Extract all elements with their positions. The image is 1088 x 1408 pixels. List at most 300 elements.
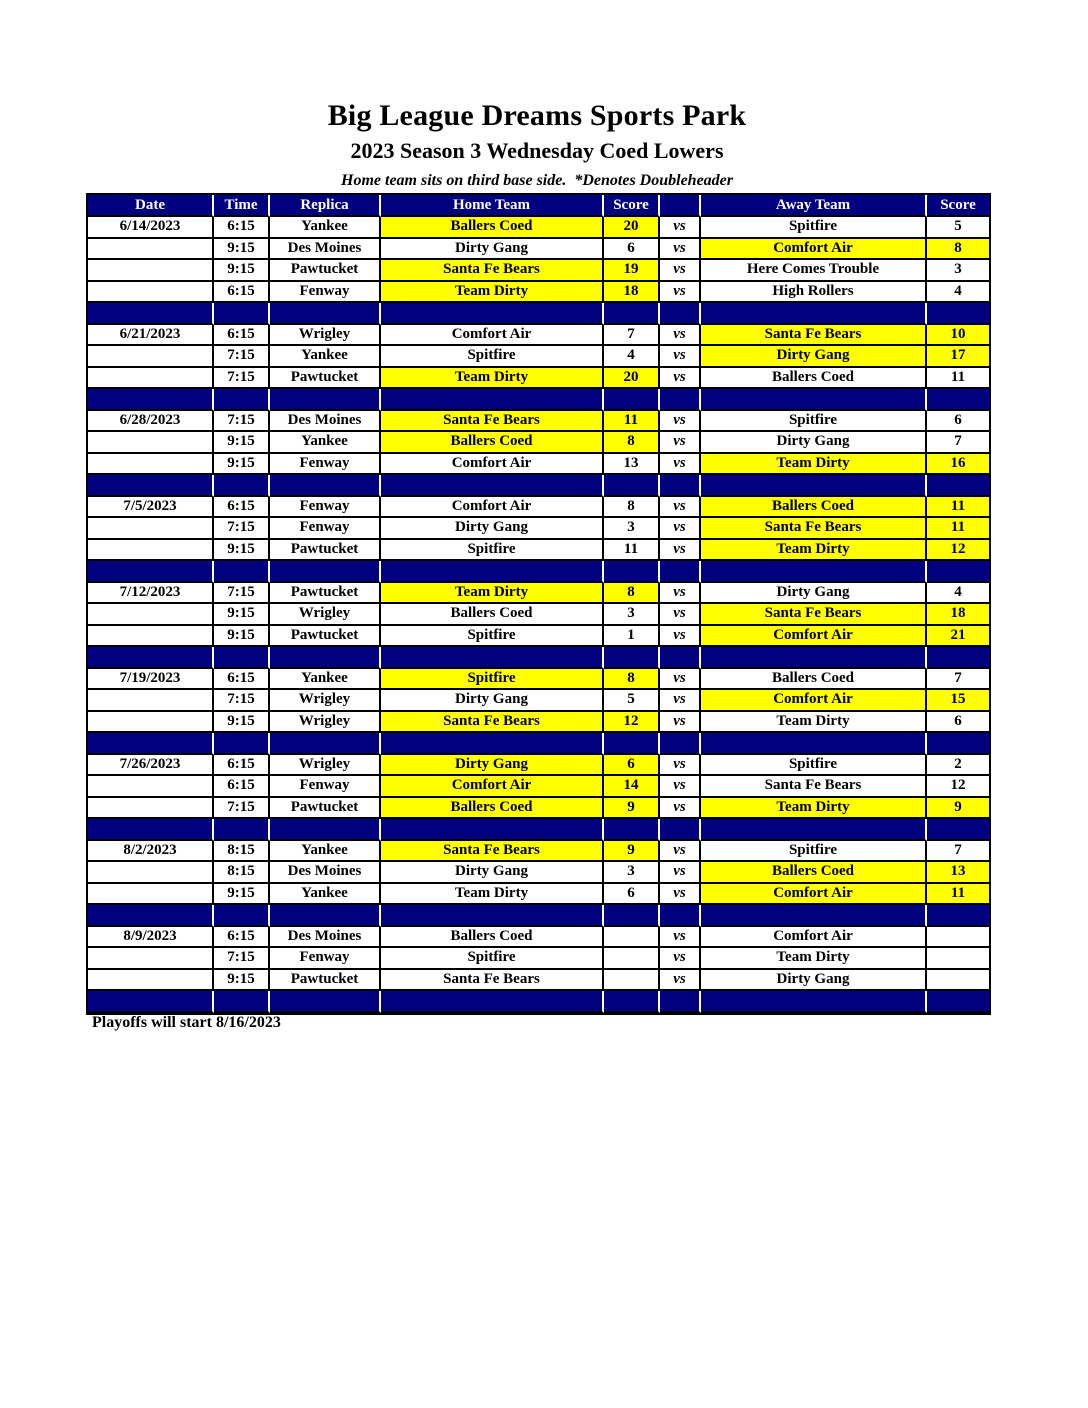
home-score-cell: 6	[604, 884, 660, 906]
separator-cell	[381, 733, 604, 755]
vs-cell: vs	[660, 712, 701, 734]
away-score-cell: 2	[927, 755, 989, 777]
replica-cell: Pawtucket	[270, 626, 381, 648]
game-row	[88, 239, 989, 261]
away-team-cell: Team Dirty	[701, 712, 927, 734]
away-team-cell: Spitfire	[701, 217, 927, 239]
home-team-cell: Spitfire	[381, 626, 604, 648]
home-score-cell	[604, 948, 660, 970]
separator-cell	[381, 389, 604, 411]
column-header-vs	[660, 195, 701, 217]
separator-cell	[701, 561, 927, 583]
replica-cell: Yankee	[270, 346, 381, 368]
separator-cell	[88, 819, 214, 841]
separator-cell	[927, 303, 989, 325]
home-team-cell: Team Dirty	[381, 282, 604, 304]
replica-cell: Des Moines	[270, 862, 381, 884]
date-cell	[88, 970, 214, 992]
date-cell	[88, 776, 214, 798]
away-score-cell: 12	[927, 540, 989, 562]
away-team-cell: Team Dirty	[701, 948, 927, 970]
separator-cell	[214, 389, 270, 411]
home-team-cell: Dirty Gang	[381, 690, 604, 712]
separator-cell	[270, 991, 381, 1013]
away-score-cell	[927, 948, 989, 970]
game-row	[88, 497, 989, 519]
game-row	[88, 841, 989, 863]
time-cell: 9:15	[214, 540, 270, 562]
away-score-cell: 7	[927, 432, 989, 454]
game-row	[88, 411, 989, 433]
time-cell: 7:15	[214, 518, 270, 540]
away-team-cell: High Rollers	[701, 282, 927, 304]
separator-cell	[214, 647, 270, 669]
replica-cell: Des Moines	[270, 411, 381, 433]
away-score-cell: 21	[927, 626, 989, 648]
away-team-cell: Comfort Air	[701, 239, 927, 261]
column-header-replica: Replica	[270, 195, 381, 217]
time-cell: 8:15	[214, 862, 270, 884]
home-score-cell: 8	[604, 669, 660, 691]
home-team-cell: Santa Fe Bears	[381, 260, 604, 282]
separator-cell	[604, 303, 660, 325]
replica-cell: Des Moines	[270, 239, 381, 261]
away-score-cell: 16	[927, 454, 989, 476]
separator-cell	[88, 733, 214, 755]
time-cell: 6:15	[214, 497, 270, 519]
separator-row	[88, 561, 989, 583]
vs-cell: vs	[660, 518, 701, 540]
separator-cell	[214, 733, 270, 755]
date-cell	[88, 346, 214, 368]
home-score-cell: 8	[604, 432, 660, 454]
away-score-cell: 9	[927, 798, 989, 820]
home-team-cell: Santa Fe Bears	[381, 841, 604, 863]
home-score-cell: 3	[604, 518, 660, 540]
date-cell	[88, 540, 214, 562]
away-score-cell: 11	[927, 368, 989, 390]
separator-row	[88, 647, 989, 669]
home-score-cell: 11	[604, 411, 660, 433]
time-cell: 9:15	[214, 884, 270, 906]
date-cell	[88, 432, 214, 454]
date-cell: 8/2/2023	[88, 841, 214, 863]
separator-cell	[701, 389, 927, 411]
vs-cell: vs	[660, 948, 701, 970]
away-score-cell: 18	[927, 604, 989, 626]
away-team-cell: Dirty Gang	[701, 583, 927, 605]
date-cell	[88, 712, 214, 734]
date-cell	[88, 518, 214, 540]
away-score-cell: 11	[927, 497, 989, 519]
away-team-cell: Spitfire	[701, 841, 927, 863]
separator-cell	[214, 905, 270, 927]
away-score-cell: 12	[927, 776, 989, 798]
home-score-cell: 9	[604, 841, 660, 863]
time-cell: 9:15	[214, 604, 270, 626]
game-row	[88, 755, 989, 777]
game-row	[88, 669, 989, 691]
replica-cell: Pawtucket	[270, 368, 381, 390]
separator-cell	[604, 905, 660, 927]
vs-cell: vs	[660, 970, 701, 992]
home-score-cell: 6	[604, 239, 660, 261]
date-cell	[88, 948, 214, 970]
home-score-cell: 4	[604, 346, 660, 368]
date-cell	[88, 368, 214, 390]
vs-cell: vs	[660, 604, 701, 626]
game-row	[88, 432, 989, 454]
away-score-cell: 7	[927, 841, 989, 863]
replica-cell: Wrigley	[270, 755, 381, 777]
replica-cell: Yankee	[270, 841, 381, 863]
separator-cell	[604, 819, 660, 841]
game-row	[88, 346, 989, 368]
separator-cell	[381, 819, 604, 841]
column-header-home-score: Score	[604, 195, 660, 217]
vs-cell: vs	[660, 497, 701, 519]
replica-cell: Wrigley	[270, 712, 381, 734]
time-cell: 7:15	[214, 411, 270, 433]
away-score-cell: 4	[927, 282, 989, 304]
home-team-cell: Comfort Air	[381, 497, 604, 519]
separator-cell	[701, 991, 927, 1013]
separator-cell	[88, 561, 214, 583]
away-score-cell	[927, 970, 989, 992]
home-team-cell: Spitfire	[381, 948, 604, 970]
game-row	[88, 884, 989, 906]
separator-cell	[381, 561, 604, 583]
vs-cell: vs	[660, 669, 701, 691]
game-row	[88, 712, 989, 734]
replica-cell: Des Moines	[270, 927, 381, 949]
separator-cell	[270, 733, 381, 755]
away-team-cell: Dirty Gang	[701, 432, 927, 454]
game-row	[88, 690, 989, 712]
column-header-time: Time	[214, 195, 270, 217]
replica-cell: Fenway	[270, 948, 381, 970]
home-team-cell: Comfort Air	[381, 776, 604, 798]
away-score-cell: 11	[927, 884, 989, 906]
away-team-cell: Santa Fe Bears	[701, 604, 927, 626]
date-cell: 7/12/2023	[88, 583, 214, 605]
date-cell	[88, 260, 214, 282]
home-team-cell: Comfort Air	[381, 325, 604, 347]
date-cell: 7/19/2023	[88, 669, 214, 691]
away-team-cell: Santa Fe Bears	[701, 518, 927, 540]
vs-cell: vs	[660, 776, 701, 798]
vs-cell: vs	[660, 626, 701, 648]
away-team-cell: Ballers Coed	[701, 368, 927, 390]
home-score-cell: 6	[604, 755, 660, 777]
game-row	[88, 626, 989, 648]
separator-cell	[270, 561, 381, 583]
separator-cell	[88, 991, 214, 1013]
separator-cell	[660, 475, 701, 497]
time-cell: 9:15	[214, 260, 270, 282]
separator-cell	[604, 561, 660, 583]
home-score-cell	[604, 970, 660, 992]
separator-cell	[88, 389, 214, 411]
home-team-cell: Ballers Coed	[381, 927, 604, 949]
vs-cell: vs	[660, 346, 701, 368]
vs-cell: vs	[660, 260, 701, 282]
date-cell: 7/5/2023	[88, 497, 214, 519]
separator-cell	[381, 475, 604, 497]
separator-cell	[604, 991, 660, 1013]
date-cell: 8/9/2023	[88, 927, 214, 949]
home-score-cell: 20	[604, 368, 660, 390]
home-team-cell: Ballers Coed	[381, 217, 604, 239]
page-title: Big League Dreams Sports Park	[327, 99, 747, 132]
date-cell	[88, 862, 214, 884]
time-cell: 9:15	[214, 626, 270, 648]
date-cell	[88, 282, 214, 304]
home-score-cell	[604, 927, 660, 949]
vs-cell: vs	[660, 798, 701, 820]
home-team-cell: Ballers Coed	[381, 432, 604, 454]
separator-cell	[701, 647, 927, 669]
page-subtitle: 2023 Season 3 Wednesday Coed Lowers	[350, 138, 724, 163]
replica-cell: Fenway	[270, 454, 381, 476]
replica-cell: Wrigley	[270, 690, 381, 712]
home-team-cell: Santa Fe Bears	[381, 411, 604, 433]
away-score-cell: 11	[927, 518, 989, 540]
time-cell: 7:15	[214, 948, 270, 970]
separator-cell	[660, 819, 701, 841]
away-team-cell: Team Dirty	[701, 798, 927, 820]
separator-cell	[604, 475, 660, 497]
vs-cell: vs	[660, 884, 701, 906]
separator-row	[88, 475, 989, 497]
separator-cell	[88, 475, 214, 497]
vs-cell: vs	[660, 927, 701, 949]
separator-cell	[214, 303, 270, 325]
time-cell: 6:15	[214, 282, 270, 304]
away-score-cell: 6	[927, 411, 989, 433]
separator-cell	[604, 647, 660, 669]
away-score-cell: 6	[927, 712, 989, 734]
replica-cell: Pawtucket	[270, 798, 381, 820]
game-row	[88, 540, 989, 562]
vs-cell: vs	[660, 690, 701, 712]
separator-row	[88, 819, 989, 841]
separator-cell	[214, 991, 270, 1013]
separator-row	[88, 303, 989, 325]
away-team-cell: Spitfire	[701, 411, 927, 433]
replica-cell: Wrigley	[270, 325, 381, 347]
away-team-cell: Comfort Air	[701, 927, 927, 949]
time-cell: 9:15	[214, 239, 270, 261]
game-row	[88, 970, 989, 992]
date-cell	[88, 239, 214, 261]
away-score-cell: 3	[927, 260, 989, 282]
away-team-cell: Spitfire	[701, 755, 927, 777]
home-score-cell: 19	[604, 260, 660, 282]
separator-row	[88, 389, 989, 411]
replica-cell: Pawtucket	[270, 540, 381, 562]
home-score-cell: 20	[604, 217, 660, 239]
vs-cell: vs	[660, 583, 701, 605]
separator-cell	[701, 303, 927, 325]
vs-cell: vs	[660, 282, 701, 304]
home-team-cell: Santa Fe Bears	[381, 712, 604, 734]
game-row	[88, 776, 989, 798]
replica-cell: Yankee	[270, 217, 381, 239]
away-team-cell: Ballers Coed	[701, 862, 927, 884]
game-row	[88, 862, 989, 884]
game-row	[88, 282, 989, 304]
replica-cell: Pawtucket	[270, 260, 381, 282]
time-cell: 9:15	[214, 712, 270, 734]
time-cell: 9:15	[214, 970, 270, 992]
time-cell: 7:15	[214, 690, 270, 712]
separator-cell	[660, 647, 701, 669]
page-header	[87, 100, 987, 190]
date-cell: 7/26/2023	[88, 755, 214, 777]
separator-cell	[701, 819, 927, 841]
date-cell: 6/28/2023	[88, 411, 214, 433]
schedule-table-body	[88, 217, 989, 1013]
replica-cell: Wrigley	[270, 604, 381, 626]
home-score-cell: 8	[604, 497, 660, 519]
separator-cell	[660, 905, 701, 927]
separator-cell	[270, 475, 381, 497]
separator-cell	[660, 991, 701, 1013]
game-row	[88, 798, 989, 820]
away-team-cell: Ballers Coed	[701, 497, 927, 519]
separator-cell	[927, 561, 989, 583]
game-row	[88, 948, 989, 970]
date-cell: 6/14/2023	[88, 217, 214, 239]
away-score-cell: 5	[927, 217, 989, 239]
column-header-date: Date	[88, 195, 214, 217]
separator-cell	[701, 475, 927, 497]
separator-cell	[604, 389, 660, 411]
away-team-cell: Here Comes Trouble	[701, 260, 927, 282]
replica-cell: Yankee	[270, 669, 381, 691]
time-cell: 7:15	[214, 346, 270, 368]
date-cell	[88, 884, 214, 906]
game-row	[88, 583, 989, 605]
home-team-cell: Spitfire	[381, 540, 604, 562]
away-team-cell: Dirty Gang	[701, 346, 927, 368]
column-header-home-team: Home Team	[381, 195, 604, 217]
separator-cell	[270, 389, 381, 411]
separator-cell	[381, 647, 604, 669]
away-score-cell: 4	[927, 583, 989, 605]
playoffs-footer: Playoffs will start 8/16/2023	[92, 1014, 281, 1031]
away-team-cell: Team Dirty	[701, 454, 927, 476]
date-cell	[88, 690, 214, 712]
date-cell	[88, 604, 214, 626]
separator-cell	[270, 819, 381, 841]
time-cell: 7:15	[214, 368, 270, 390]
home-score-cell: 11	[604, 540, 660, 562]
column-header-away-team: Away Team	[701, 195, 927, 217]
away-score-cell: 8	[927, 239, 989, 261]
away-team-cell: Comfort Air	[701, 626, 927, 648]
vs-cell: vs	[660, 841, 701, 863]
time-cell: 6:15	[214, 325, 270, 347]
vs-cell: vs	[660, 368, 701, 390]
separator-cell	[701, 733, 927, 755]
replica-cell: Pawtucket	[270, 583, 381, 605]
time-cell: 9:15	[214, 454, 270, 476]
table-header-row	[88, 195, 989, 217]
separator-cell	[88, 303, 214, 325]
home-score-cell: 18	[604, 282, 660, 304]
separator-row	[88, 733, 989, 755]
time-cell: 6:15	[214, 776, 270, 798]
home-score-cell: 8	[604, 583, 660, 605]
home-score-cell: 14	[604, 776, 660, 798]
game-row	[88, 927, 989, 949]
home-score-cell: 9	[604, 798, 660, 820]
separator-cell	[927, 905, 989, 927]
separator-cell	[214, 819, 270, 841]
time-cell: 6:15	[214, 755, 270, 777]
home-team-cell: Dirty Gang	[381, 862, 604, 884]
vs-cell: vs	[660, 755, 701, 777]
game-row	[88, 604, 989, 626]
game-row	[88, 325, 989, 347]
vs-cell: vs	[660, 411, 701, 433]
game-row	[88, 217, 989, 239]
separator-cell	[270, 303, 381, 325]
time-cell: 6:15	[214, 927, 270, 949]
date-cell	[88, 626, 214, 648]
separator-cell	[660, 389, 701, 411]
away-score-cell: 17	[927, 346, 989, 368]
replica-cell: Yankee	[270, 432, 381, 454]
separator-cell	[214, 561, 270, 583]
away-team-cell: Team Dirty	[701, 540, 927, 562]
game-row	[88, 518, 989, 540]
vs-cell: vs	[660, 325, 701, 347]
away-score-cell: 7	[927, 669, 989, 691]
separator-cell	[660, 733, 701, 755]
separator-cell	[604, 733, 660, 755]
date-cell	[88, 454, 214, 476]
home-score-cell: 1	[604, 626, 660, 648]
home-score-cell: 12	[604, 712, 660, 734]
away-score-cell: 15	[927, 690, 989, 712]
game-row	[88, 260, 989, 282]
vs-cell: vs	[660, 540, 701, 562]
vs-cell: vs	[660, 454, 701, 476]
home-team-cell: Dirty Gang	[381, 755, 604, 777]
separator-cell	[927, 991, 989, 1013]
separator-cell	[927, 819, 989, 841]
game-row	[88, 454, 989, 476]
separator-row	[88, 991, 989, 1013]
separator-cell	[927, 647, 989, 669]
separator-cell	[88, 905, 214, 927]
separator-cell	[270, 905, 381, 927]
time-cell: 6:15	[214, 217, 270, 239]
time-cell: 8:15	[214, 841, 270, 863]
replica-cell: Fenway	[270, 497, 381, 519]
home-team-cell: Ballers Coed	[381, 798, 604, 820]
replica-cell: Pawtucket	[270, 970, 381, 992]
separator-cell	[381, 905, 604, 927]
home-team-cell: Ballers Coed	[381, 604, 604, 626]
home-team-cell: Dirty Gang	[381, 518, 604, 540]
home-team-cell: Spitfire	[381, 669, 604, 691]
replica-cell: Fenway	[270, 518, 381, 540]
away-score-cell: 13	[927, 862, 989, 884]
